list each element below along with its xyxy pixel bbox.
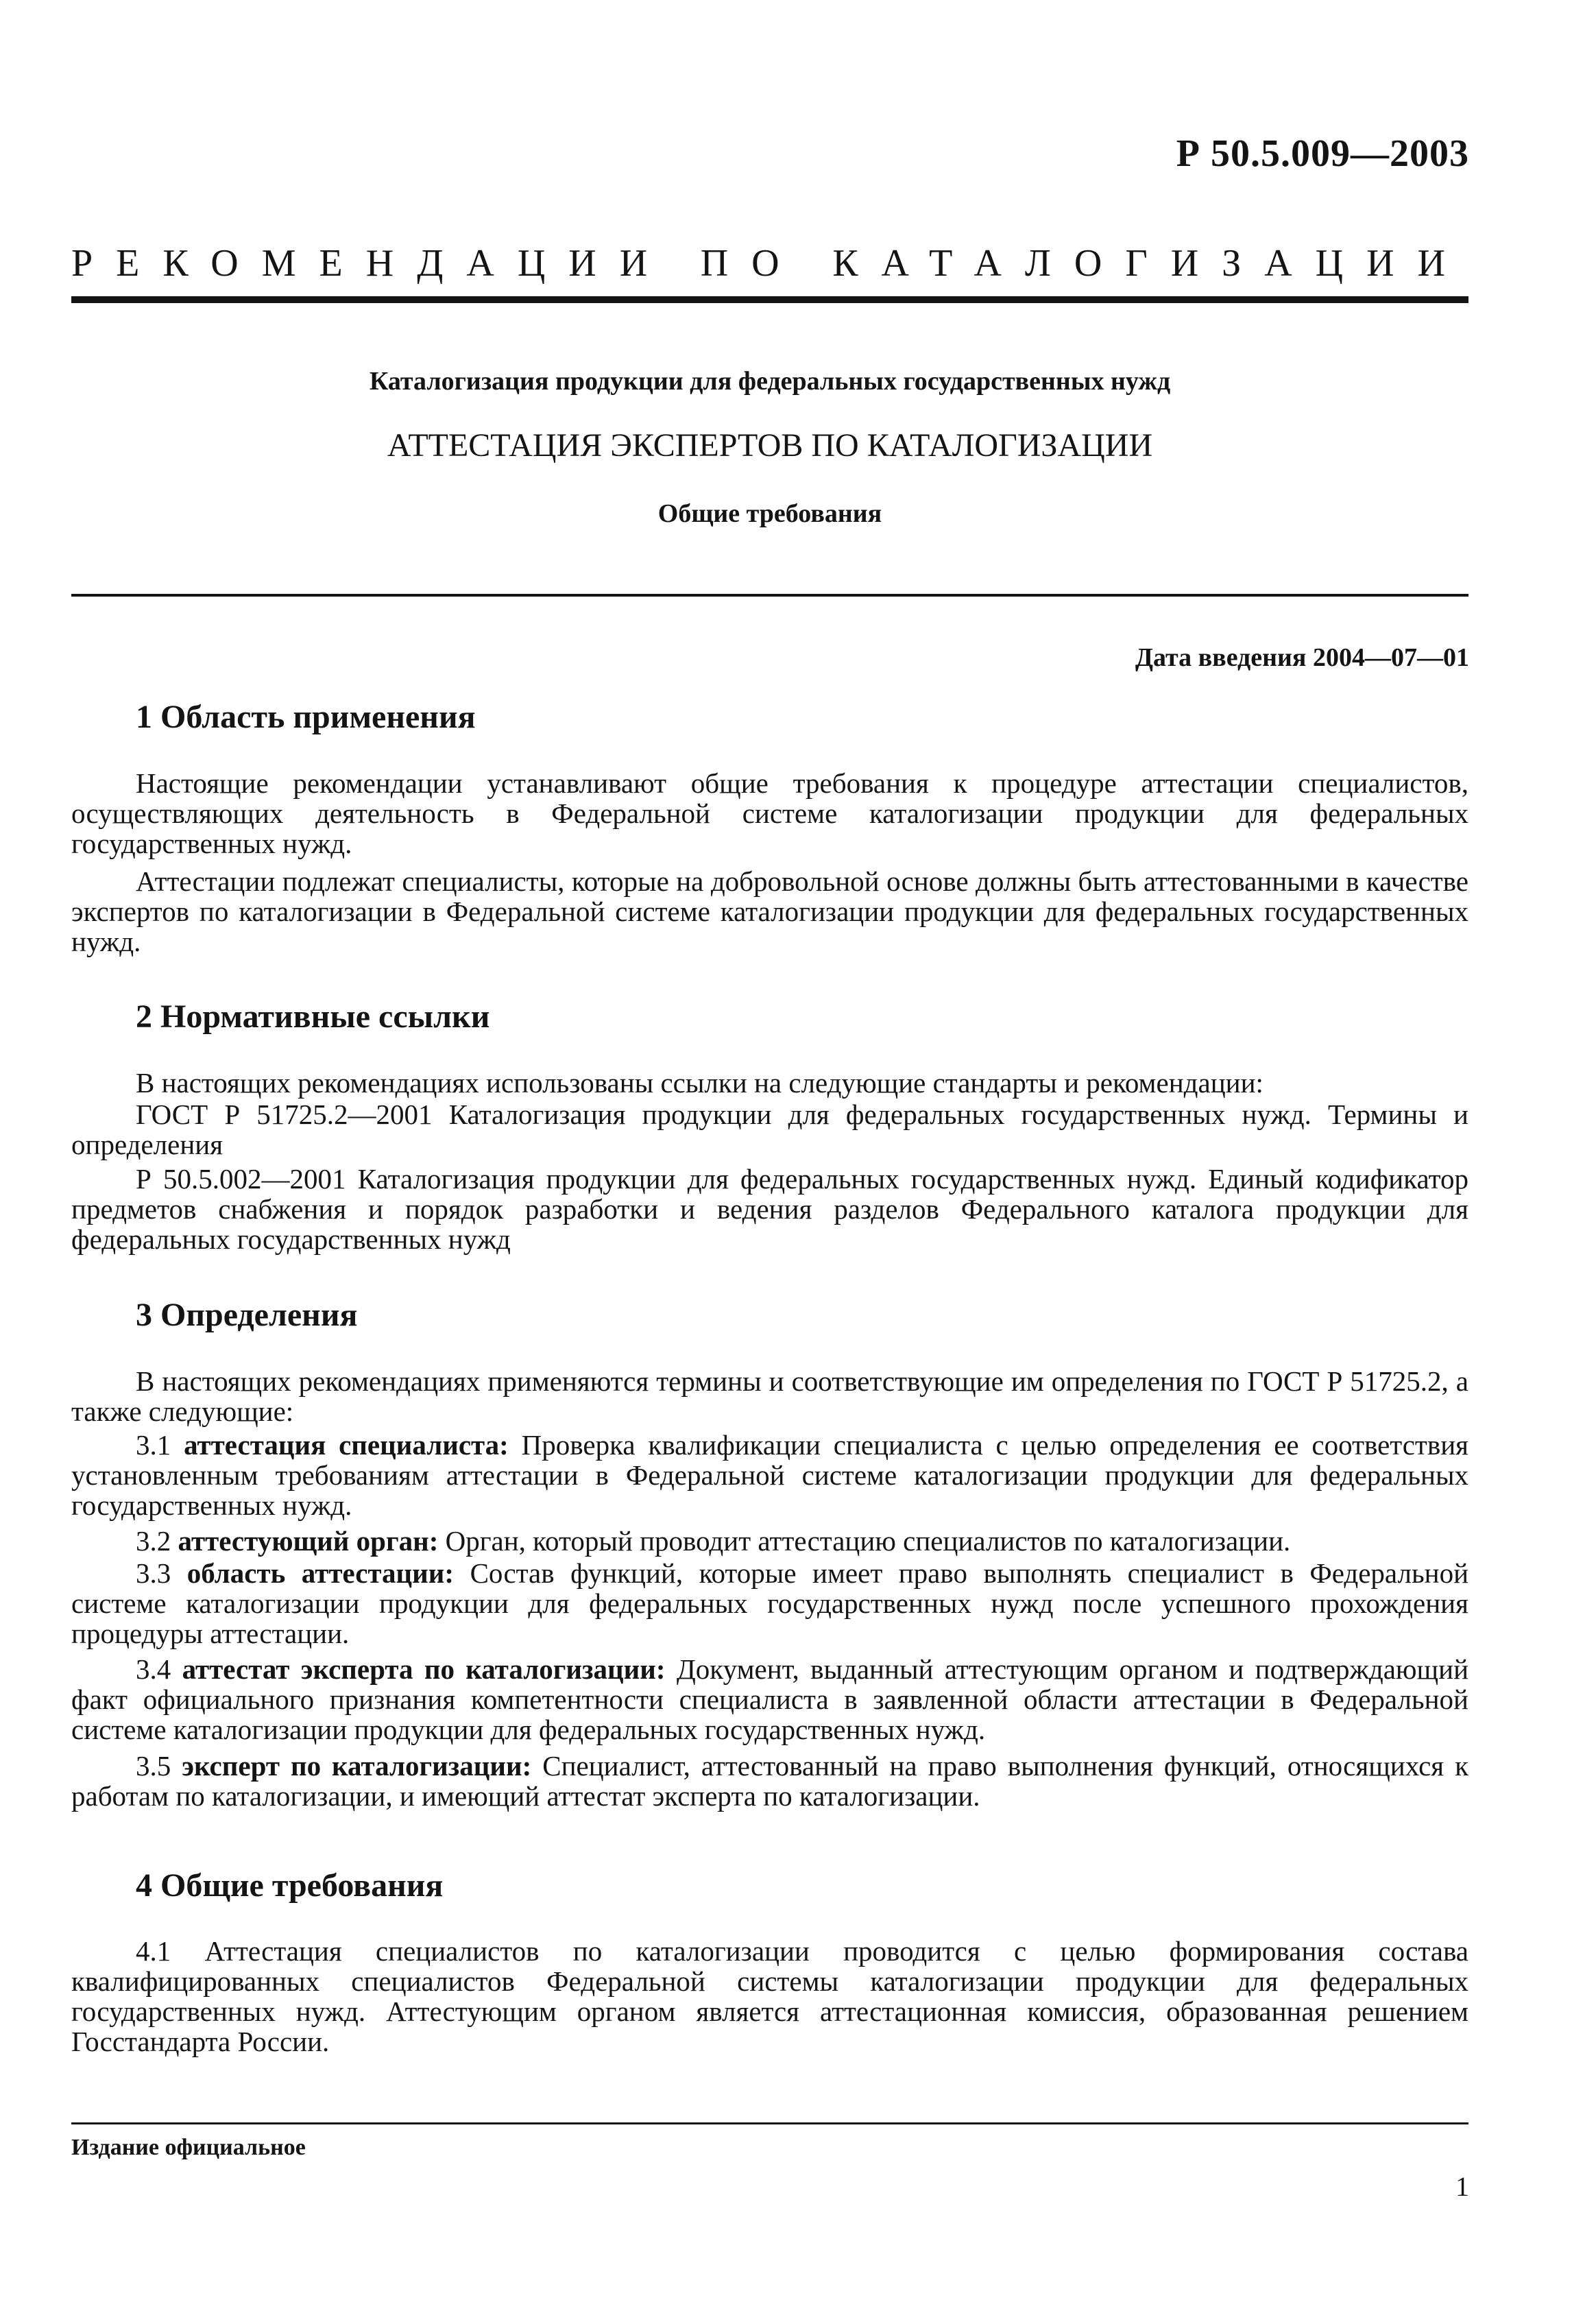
intro-date: Дата введения 2004—07—01: [1135, 643, 1469, 672]
definition-3-5: [71, 1751, 1468, 1811]
section-1-paragraph-2: Аттестации подлежат специалисты, которые на добровольной основе должны быть аттестованными в качестве экспертов по каталогизации в Федеральной системе каталогизации продукции для федеральных государственных нужд.: [71, 865, 1468, 957]
footer-rule: [71, 2122, 1468, 2124]
edition-note: Издание официальное: [71, 2135, 306, 2160]
series-heading: [71, 241, 1468, 285]
definition-number: 3.4: [136, 1653, 171, 1685]
definition-text: Специалист, аттестованный на право выполнения функций, относящихся к работам по каталогизации, и имеющий аттестат эксперта по каталогизации.: [71, 1750, 1469, 1812]
definition-number: 3.5: [136, 1750, 171, 1782]
definition-term: аттестация специалиста:: [184, 1429, 509, 1461]
section-4-paragraph-1: 4.1 Аттестация специалистов по каталогизации проводится с целью формирования состава квалифицированных специалистов Федеральной системы каталогизации продукции для федеральных государственных нужд. Аттестующим органом является аттестационная комиссия, образованная решением Госстандарта России.: [71, 1935, 1468, 2057]
header-rule: [71, 296, 1468, 303]
document-requirements: Общие требования: [657, 499, 882, 528]
section-1-paragraph-1: Настоящие рекомендации устанавливают общие требования к процедуре аттестации специалистов, осуществляющих деятельность в Федеральной системе каталогизации продукции для федеральных государственных нужд.: [71, 767, 1468, 859]
series-word-recommendations: РЕКОМЕНДАЦИИ: [71, 242, 671, 285]
definition-term: аттестат эксперта по каталогизации:: [182, 1653, 666, 1685]
definition-number: 3.1: [136, 1429, 171, 1461]
definition-3-3: [71, 1558, 1468, 1649]
definition-text: Орган, который проводит аттестацию специалистов по каталогизации.: [445, 1525, 1291, 1557]
series-word-cataloging: КАТАЛОГИЗАЦИИ: [832, 242, 1468, 285]
series-word-po: ПО: [700, 242, 803, 285]
section-2-reference-2: Р 50.5.002—2001 Каталогизация продукции для федеральных государственных нужд. Единый кодификатор предметов снабжения и порядок разработки и ведения разделов Федерального каталога продукции для федеральных государственных нужд: [71, 1163, 1468, 1255]
page-number: 1: [1455, 2171, 1469, 2202]
document-code: Р 50.5.009—2003: [1176, 132, 1469, 175]
document-subtitle: Каталогизация продукции для федеральных государственных нужд: [369, 367, 1171, 396]
definition-number: 3.3: [136, 1557, 171, 1589]
definition-term: аттестующий орган:: [178, 1525, 439, 1557]
section-3-intro: В настоящих рекомендациях применяются термины и соответствующие им определения по ГОСТ Р 51725.2, а также следующие:: [71, 1365, 1468, 1427]
definition-3-1: [71, 1430, 1468, 1520]
section-4-heading: 4 Общие требования: [136, 1867, 444, 1904]
document-title: АТТЕСТАЦИЯ ЭКСПЕРТОВ ПО КАТАЛОГИЗАЦИИ: [387, 427, 1153, 464]
definition-3-4: [71, 1654, 1468, 1745]
definition-3-2: [71, 1526, 1468, 1556]
definition-text: Документ, выданный аттестующим органом и подтверждающий факт официального признания компетентности специалиста в заявленной области аттестации в Федеральной системе каталогизации продукции для федеральных государственных нужд.: [71, 1653, 1469, 1745]
definition-number: 3.2: [136, 1525, 171, 1557]
section-2-heading: 2 Нормативные ссылки: [136, 998, 490, 1035]
definition-term: эксперт по каталогизации:: [182, 1750, 532, 1782]
section-2-reference-1: ГОСТ Р 51725.2—2001 Каталогизация продукции для федеральных государственных нужд. Термины и определения: [71, 1099, 1468, 1160]
title-rule: [71, 594, 1468, 597]
definition-text: Проверка квалификации специалиста с целью определения ее соответствия установленным требованиям аттестации в Федеральной системе каталогизации продукции для федеральных государственных нужд.: [71, 1429, 1468, 1521]
section-1-heading: 1 Область применения: [136, 699, 476, 735]
definition-term: область аттестации:: [186, 1557, 455, 1589]
definition-text: Состав функций, которые имеет право выполнять специалист в Федеральной системе каталогизации продукции для федеральных государственных нужд после успешного прохождения процедуры аттестации.: [71, 1557, 1469, 1649]
section-2-paragraph-1: В настоящих рекомендациях использованы ссылки на следующие стандарты и рекомендации:: [136, 1067, 1263, 1099]
section-3-heading: 3 Определения: [136, 1297, 358, 1333]
